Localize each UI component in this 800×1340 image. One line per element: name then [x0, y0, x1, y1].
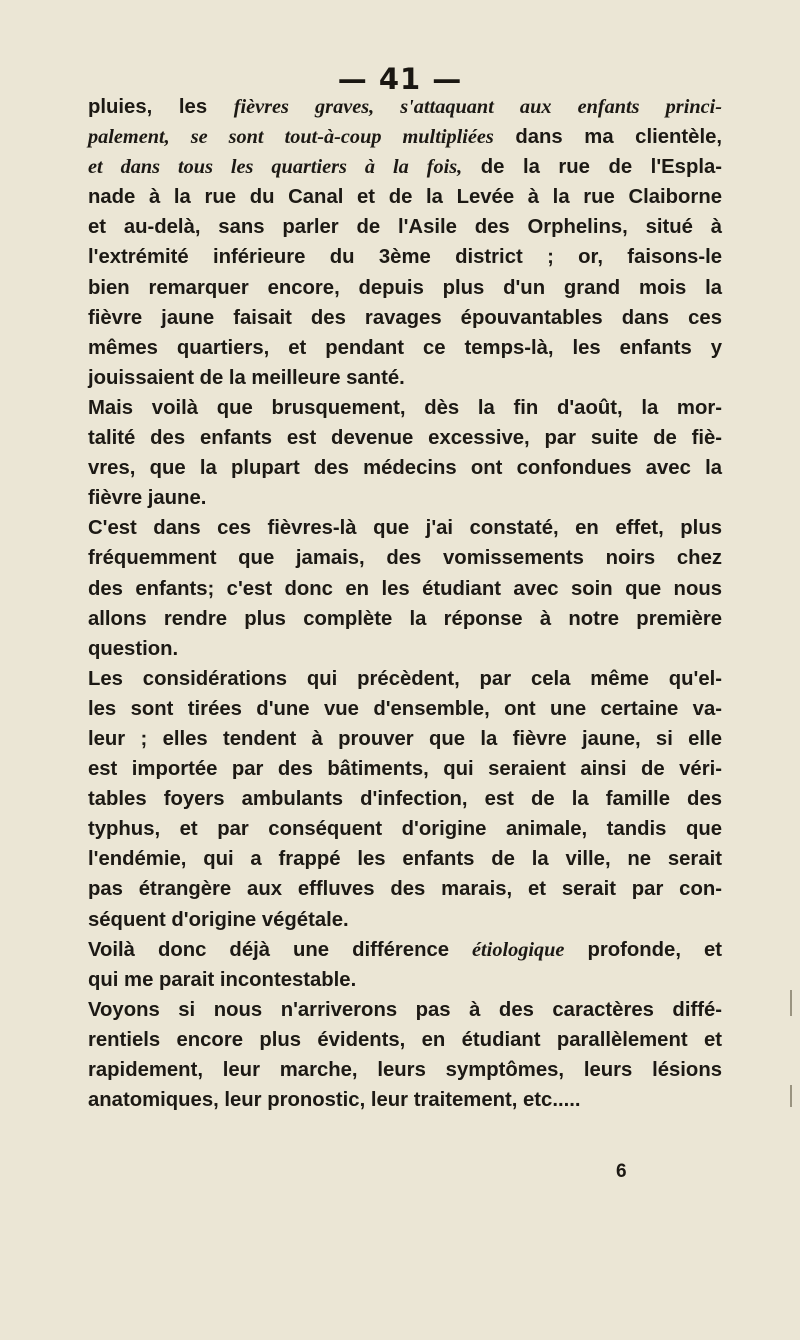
- text-run: typhus, et par conséquent d'origine animale, tandis que: [88, 818, 722, 841]
- text-line: [88, 1025, 722, 1055]
- text-run: fièvre jaune.: [88, 487, 207, 510]
- text-line: [88, 724, 722, 754]
- text-run: dans ma clientèle,: [493, 126, 722, 149]
- text-run: tables foyers ambulants d'infection, est de la famille des: [88, 788, 722, 811]
- text-run: qui me parait incontestable.: [88, 968, 357, 991]
- text-line: [88, 935, 722, 965]
- text-line: [88, 242, 722, 272]
- text-run: l'extrémité inférieure du 3ème district ; or, faisons-le: [88, 246, 722, 269]
- text-run: C'est dans ces fièvres-là que j'ai constaté, en effet, plus: [88, 517, 722, 540]
- text-run: Voyons si nous n'arriverons pas à des caractères diffé-: [88, 998, 722, 1021]
- text-line: [88, 363, 722, 393]
- italic-run: et dans tous les quartiers à la fois,: [88, 156, 463, 179]
- text-line: [88, 694, 722, 724]
- text-run: et au-delà, sans parler de l'Asile des Orphelins, situé à: [88, 216, 722, 239]
- text-line: [88, 754, 722, 784]
- text-line: [88, 814, 722, 844]
- text-run: fièvre jaune faisait des ravages épouvantables dans ces: [88, 306, 722, 329]
- text-line: [88, 543, 722, 573]
- text-run: rapidement, leur marche, leurs symptômes, leurs lésions: [88, 1059, 722, 1081]
- text-run: les sont tirées d'une vue d'ensemble, ont une certaine va-: [88, 697, 722, 720]
- text-line: [88, 122, 722, 152]
- text-line: [88, 844, 722, 874]
- text-line: [88, 874, 722, 904]
- text-run: profonde, et: [564, 938, 722, 961]
- text-run: bien remarquer encore, depuis plus d'un grand mois la: [88, 276, 722, 299]
- text-run: l'endémie, qui a frappé les enfants de la ville, ne serait: [88, 848, 722, 871]
- text-run: question.: [88, 637, 179, 660]
- text-run: vres, que la plupart des médecins ont confondues avec la: [88, 457, 722, 480]
- text-run: rentiels encore plus évidents, en étudiant parallèlement et: [88, 1028, 722, 1051]
- edge-mark: [790, 990, 792, 1016]
- text-line: [88, 604, 722, 634]
- text-run: de la rue de l'Espla-: [462, 156, 723, 179]
- text-line: [88, 965, 722, 995]
- italic-run: étiologique: [472, 938, 565, 961]
- text-line: [88, 513, 722, 543]
- text-run: séquent d'origine végétale.: [88, 908, 349, 931]
- text-run: pas étrangère aux effluves des marais, et serait par con-: [88, 878, 722, 901]
- text-line: [88, 333, 722, 363]
- text-run: mêmes quartiers, et pendant ce temps-là, les enfants y: [88, 336, 722, 359]
- text-line: [88, 273, 722, 303]
- text-line: [88, 634, 722, 664]
- text-run: des enfants; c'est donc en les étudiant avec soin que nous: [88, 577, 722, 600]
- text-line: [88, 574, 722, 604]
- italic-run: palement, se sont tout-à-coup multipliées: [88, 126, 494, 149]
- text-run: jouissaient de la meilleure santé.: [88, 366, 405, 389]
- text-run: talité des enfants est devenue excessive, par suite de fiè-: [88, 427, 722, 450]
- text-line: [88, 483, 722, 513]
- text-line: [88, 182, 722, 212]
- text-line: [88, 303, 722, 333]
- italic-run: fièvres graves, s'attaquant aux enfants princi-: [233, 96, 722, 118]
- body-text: [88, 92, 722, 1115]
- text-run: allons rendre plus complète la réponse à notre première: [88, 607, 722, 630]
- text-run: Les considérations qui précèdent, par cela même qu'el-: [88, 667, 722, 690]
- text-line: [88, 995, 722, 1025]
- text-run: fréquemment que jamais, des vomissements noirs chez: [88, 547, 722, 570]
- edge-mark: [790, 1085, 792, 1107]
- text-run: nade à la rue du Canal et de la Levée à la rue Claiborne: [88, 186, 722, 209]
- text-line: [88, 1085, 722, 1115]
- text-line: [88, 905, 722, 935]
- text-line: [88, 152, 722, 182]
- text-line: [88, 453, 722, 483]
- text-line: [88, 423, 722, 453]
- text-line: [88, 393, 722, 423]
- text-run: est importée par des bâtiments, qui seraient ainsi de véri-: [88, 758, 722, 781]
- signature-mark: 6: [616, 1161, 627, 1182]
- text-run: Mais voilà que brusquement, dès la fin d'août, la mor-: [88, 396, 722, 419]
- page-number-header: — 41 —: [337, 62, 463, 96]
- text-run: leur ; elles tendent à prouver que la fièvre jaune, si elle: [88, 727, 722, 750]
- text-run: Voilà donc déjà une différence: [88, 938, 473, 961]
- text-line: [88, 1055, 722, 1085]
- text-line: [88, 92, 722, 122]
- text-line: [88, 664, 722, 694]
- text-line: [88, 784, 722, 814]
- text-run: anatomiques, leur pronostic, leur traitement, etc.....: [88, 1089, 581, 1112]
- text-run: pluies, les: [88, 96, 234, 118]
- text-line: [88, 212, 722, 242]
